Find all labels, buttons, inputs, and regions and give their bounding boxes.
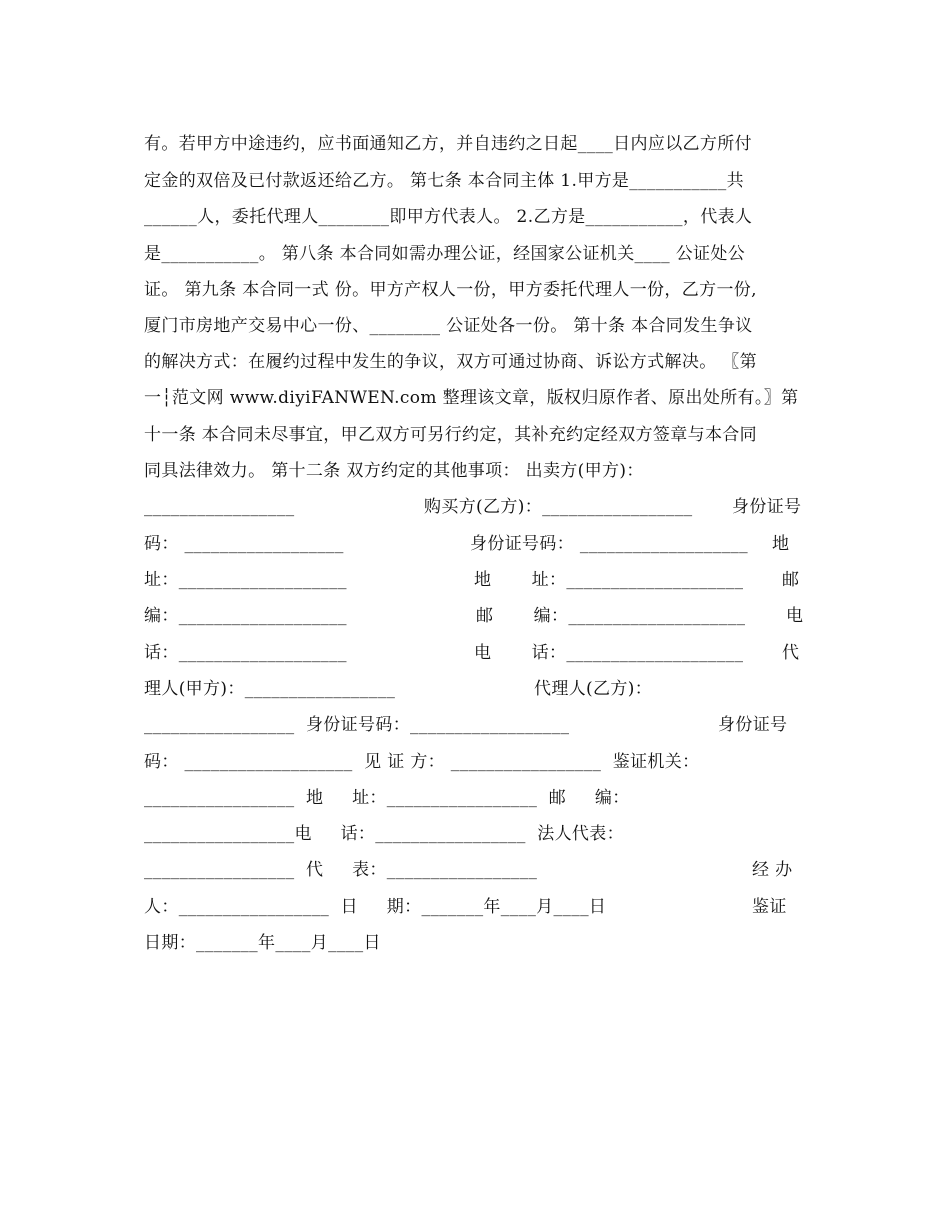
form-field-representative: _________________ 代 表：_________________ xyxy=(144,860,538,880)
form-field-id-label: 身份证号 xyxy=(718,715,788,735)
paragraph-line: 的解决方式：在履约过程中发生的争议，双方可通过协商、诉讼方式解决。 〖第 xyxy=(144,352,758,372)
form-field-id-label: 身份证号 xyxy=(732,497,802,517)
form-field-witness: 码： ___________________ 见 证 方： _________________ 鉴证机关： xyxy=(144,752,700,772)
form-field-appraisal-date: 日期：_______年____月____日 xyxy=(144,933,381,953)
form-field-handler-date: 人：_________________ 日 期：_______年____月____日 xyxy=(144,897,607,917)
form-field-seller-blank: _________________ xyxy=(144,497,295,517)
form-field-agent-id: _________________ 身份证号码：__________________ xyxy=(144,715,570,735)
form-field-buyer-phone: 电 话：____________________ xyxy=(474,643,744,663)
paragraph-line: 证。 第九条 本合同一式 份。甲方产权人一份，甲方委托代理人一份，乙方一份, xyxy=(144,280,757,300)
form-field-appraisal-label: 鉴证 xyxy=(752,897,787,917)
paragraph-line: 厦门市房地产交易中心一份、________ 公证处各一份。 第十条 本合同发生争议 xyxy=(144,316,753,336)
form-row xyxy=(144,931,808,1051)
form-field-handler-label: 经 办 xyxy=(752,860,793,880)
paragraph-line: 同具法律效力。 第十二条 双方约定的其他事项： 出卖方(甲方)： xyxy=(144,461,644,481)
form-field-seller-id: 码： __________________ xyxy=(144,534,344,554)
form-field-agent-label: 代 xyxy=(782,643,800,663)
form-field-zip-label: 邮 xyxy=(782,570,800,590)
form-field-buyer-id: 身份证号码： ___________________ xyxy=(470,534,749,554)
paragraph-line: ______人，委托代理人________即甲方代表人。 2.乙方是___________，代表人 xyxy=(144,207,753,227)
form-field-seller-agent: 理人(甲方)：_________________ xyxy=(144,679,396,699)
form-field-phone-label: 电 xyxy=(786,606,804,626)
form-field-witness-address: _________________ 地 址：_________________ 邮 编： xyxy=(144,788,630,808)
form-field-seller-zip: 编：___________________ xyxy=(144,606,347,626)
paragraph-line: 有。若甲方中途违约，应书面通知乙方，并自违约之日起____日内应以乙方所付 xyxy=(144,134,752,154)
paragraph-line: 是___________。 第八条 本合同如需办理公证，经国家公证机关____ 公证处公 xyxy=(144,244,746,264)
paragraph-line: 定金的双倍及已付款返还给乙方。 第七条 本合同主体 1.甲方是___________共 xyxy=(144,171,744,191)
form-field-witness-phone: _________________电 话：_________________ 法人代表： xyxy=(144,824,624,844)
form-field-seller-phone: 话：___________________ xyxy=(144,643,347,663)
form-field-buyer: 购买方(乙方)：_________________ xyxy=(424,497,693,517)
form-field-buyer-agent: 代理人(乙方)： xyxy=(534,679,653,699)
paragraph-line: 十一条 本合同未尽事宜，甲乙双方可另行约定，其补充约定经双方签章与本合同 xyxy=(144,425,758,445)
form-field-address-label: 地 xyxy=(772,534,790,554)
form-field-buyer-address: 地 址：____________________ xyxy=(474,570,744,590)
form-field-seller-address: 址：___________________ xyxy=(144,570,347,590)
form-field-buyer-zip: 邮 编：____________________ xyxy=(476,606,746,626)
paragraph-line: 一┆范文网 www.diyiFANWEN.com 整理该文章，版权归原作者、原出处所有。〗第 xyxy=(144,388,799,408)
